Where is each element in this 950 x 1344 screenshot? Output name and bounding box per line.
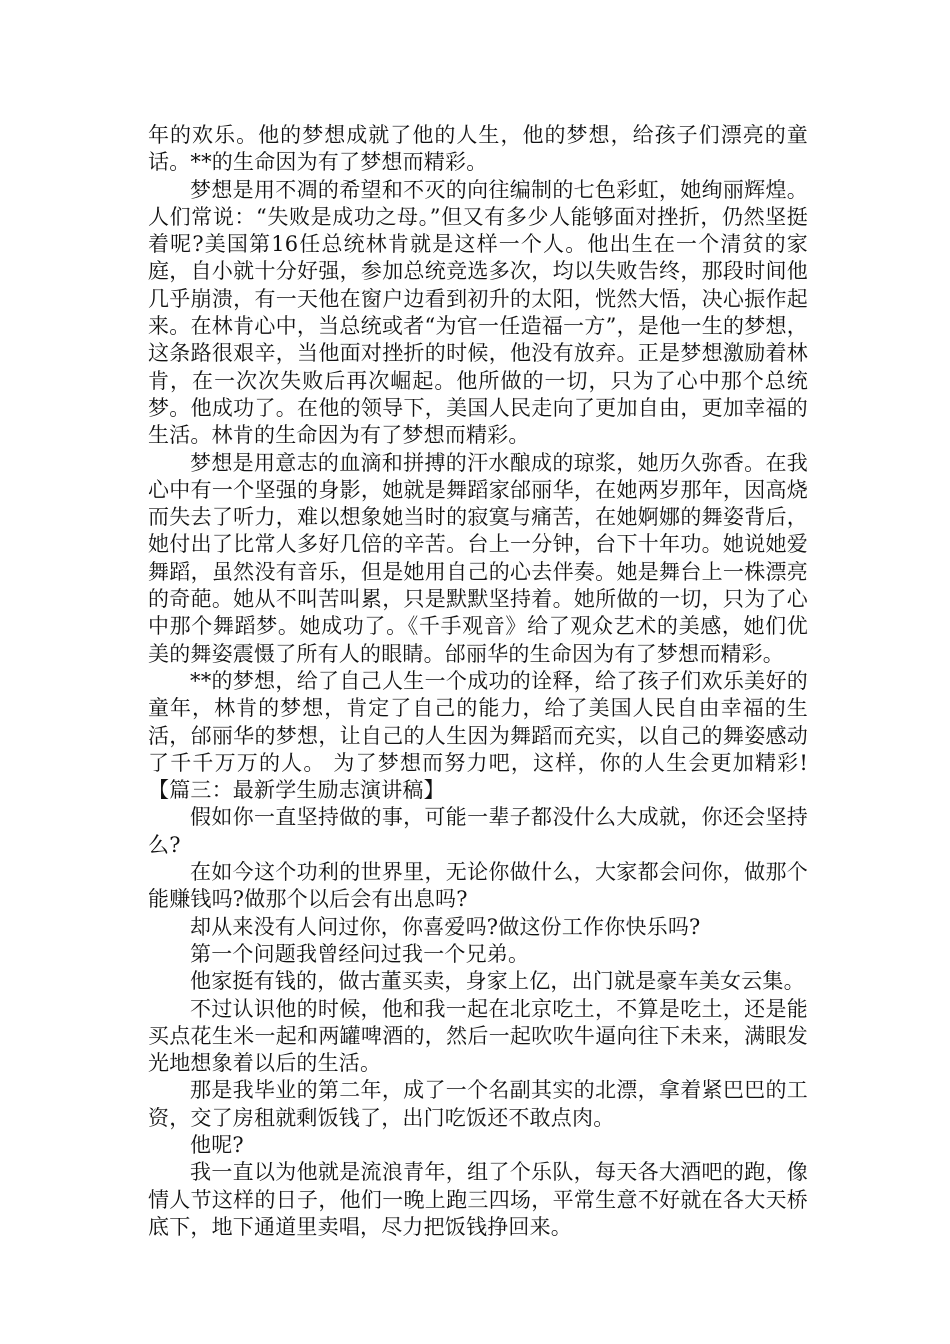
document-body bbox=[148, 122, 808, 1241]
paragraph: 他家挺有钱的，做古董买卖，身家上亿，出门就是豪车美女云集。 bbox=[190, 969, 805, 994]
paragraph: 在如今这个功利的世界里，无论你做什么，大家都会问你，做那个能赚钱吗?做那个以后会有出息吗? bbox=[148, 860, 808, 912]
paragraph: 假如你一直坚持做的事，可能一辈子都没什么大成就，你还会坚持么? bbox=[148, 805, 808, 857]
paragraph: 年的欢乐。他的梦想成就了他的人生，他的梦想，给孩子们漂亮的童话。**的生命因为有了梦想而精彩。 bbox=[148, 123, 808, 175]
paragraph: 却从来没有人问过你，你喜爱吗?做这份工作你快乐吗? bbox=[190, 914, 701, 939]
paragraph: 不过认识他的时候，他和我一起在北京吃土，不算是吃土，还是能买点花生米一起和两罐啤酒的，然后一起吹吹牛逼向往下未来，满眼发光地想象着以后的生活。 bbox=[148, 996, 808, 1076]
paragraph: 梦想是用意志的血滴和拼搏的汗水酿成的琼浆，她历久弥香。在我心中有一个坚强的身影，她就是舞蹈家邰丽华，在她两岁那年，因高烧而失去了听力，难以想象她当时的寂寞与痛苦，在她婀娜的舞姿背后，她付出了比常人多好几倍的辛苦。台上一分钟，台下十年功。她说她爱舞蹈，虽然没有音乐，但是她用自己的心去伴奏。她是舞台上一株漂亮的奇葩。她从不叫苦叫累，只是默默坚持着。她所做的一切，只为了心中那个舞蹈梦。她成功了。《千手观音》给了观众艺术的美感，她们优美的舞姿震慑了所有人的眼睛。邰丽华的生命因为有了梦想而精彩。 bbox=[148, 450, 808, 666]
paragraph: 他呢? bbox=[190, 1132, 244, 1157]
paragraph: 我一直以为他就是流浪青年，组了个乐队，每天各大酒吧的跑，像情人节这样的日子，他们一晚上跑三四场，平常生意不好就在各大天桥底下，地下通道里卖唱，尽力把饭钱挣回来。 bbox=[148, 1160, 808, 1239]
paragraph: 梦想是用不凋的希望和不灭的向往编制的七色彩虹，她绚丽辉煌。人们常说：“失败是成功之母。”但又有多少人能够面对挫折，仍然坚挺着呢?美国第16任总统林肯就是这样一个人。他出生在一个清贫的家庭，自小就十分好强，参加总统竞选多次，均以失败告终，那段时间他几乎崩溃，有一天他在窗户边看到初升的太阳，恍然大悟，决心振作起来。在林肯心中，当总统或者“为官一任造福一方”，是他一生的梦想，这条路很艰辛，当他面对挫折的时候，他没有放弃。正是梦想激励着林肯，在一次次失败后再次崛起。他所做的一切，只为了心中那个总统梦。他成功了。在他的领导下，美国人民走向了更加自由，更加幸福的生活。林肯的生命因为有了梦想而精彩。 bbox=[148, 177, 808, 448]
paragraph: **的梦想，给了自己人生一个成功的诠释，给了孩子们欢乐美好的童年，林肯的梦想，肯定了自己的能力，给了美国人民自由幸福的生活，邰丽华的梦想，让自己的人生因为舞蹈而充实，以自己的舞姿感动了千千万万的人。 为了梦想而努力吧，这样，你的人生会更加精彩!【篇三：最新学生励志演讲稿】 bbox=[148, 668, 808, 803]
paragraph: 那是我毕业的第二年，成了一个名副其实的北漂，拿着紧巴巴的工资，交了房租就剩饭钱了，出门吃饭还不敢点肉。 bbox=[148, 1078, 808, 1130]
paragraph: 第一个问题我曾经问过我一个兄弟。 bbox=[190, 941, 530, 966]
